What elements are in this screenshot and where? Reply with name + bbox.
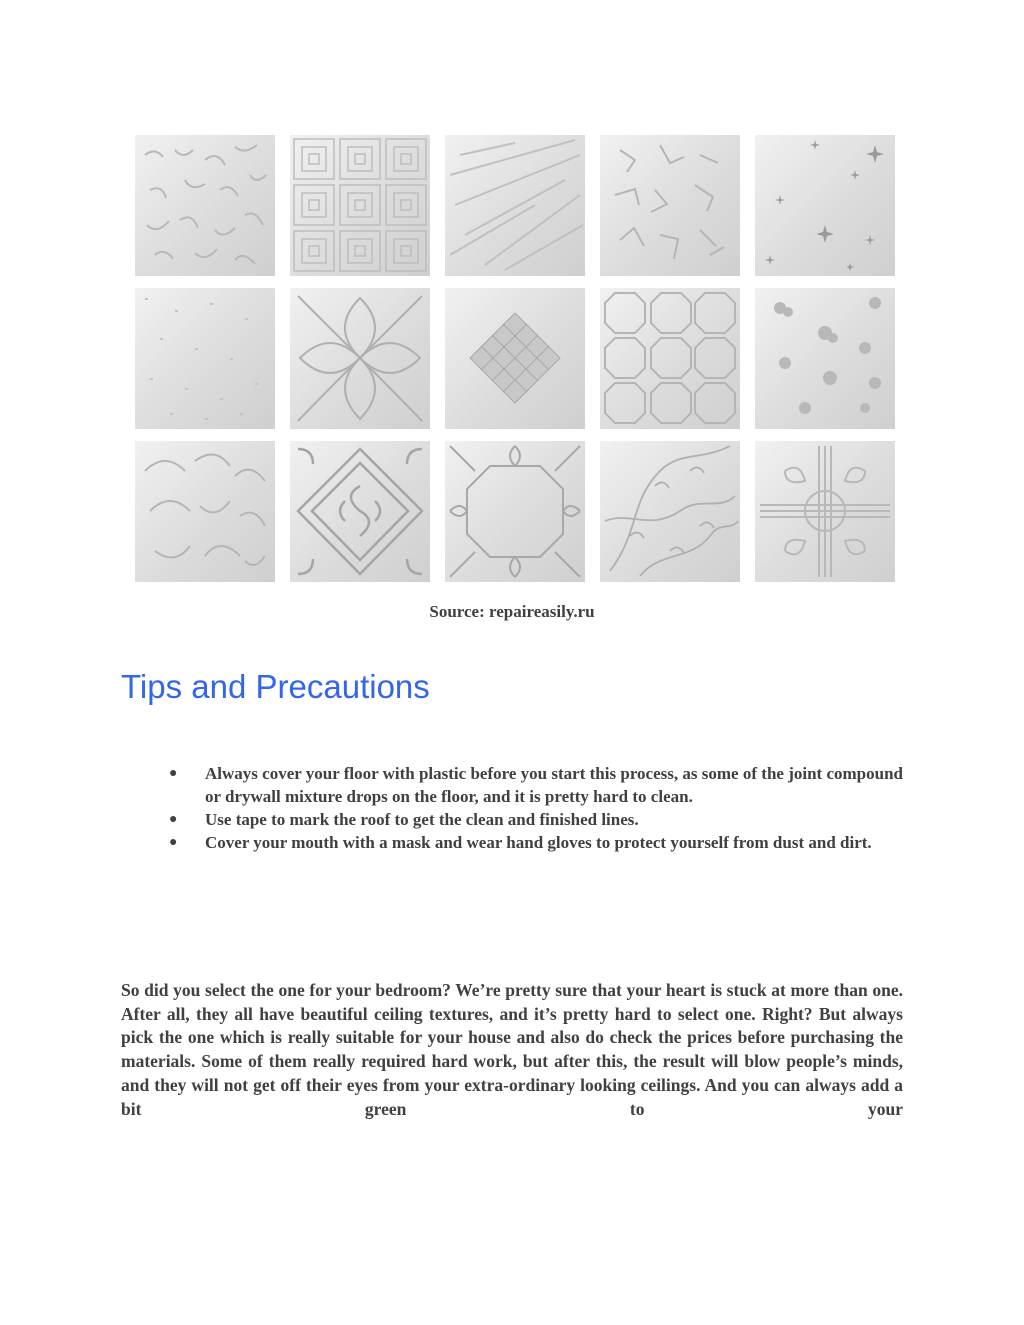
tip-item: [163, 762, 903, 808]
diagonal-streaks-tile: [445, 135, 585, 276]
image-source-caption: Source: repaireasily.ru: [429, 602, 595, 621]
bullet-icon: ●: [169, 835, 178, 850]
four-petal-flower-tile: [290, 288, 430, 429]
tips-list: [163, 762, 903, 854]
scattered-stars-tile: [755, 135, 895, 276]
diamond-pyramid-tile: [445, 288, 585, 429]
baroque-octagon-tile: [445, 441, 585, 582]
closing-paragraph: So did you select the one for your bedroom? We’re pretty sure that your heart is stuck at more than one. After all, they all have beautiful ceiling textures, and it’s pretty hard to select one. Right? But always pick the one which is really suitable for your house and also do check the prices before purchasing the materials. Some of them really required hard work, but after this, the result will blow people’s minds, and they will not get off their eyes from your extra-ordinary looking ceilings. And you can always add a bit green to your: [121, 980, 903, 1119]
octagon-grid-tile: [600, 288, 740, 429]
tip-item: [163, 808, 903, 831]
concentric-squares-tile: [290, 135, 430, 276]
ornate-scroll-diamond-tile: [290, 441, 430, 582]
leaf-clusters-tile: [755, 288, 895, 429]
section-heading: Tips and Precautions: [121, 668, 430, 705]
tip-text: Use tape to mark the roof to get the clean and finished lines.: [205, 810, 639, 829]
vine-pattern-tile: [600, 441, 740, 582]
tip-text: Always cover your floor with plastic before you start this process, as some of the joint compound or drywall mixture drops on the floor, and it is pretty hard to clean.: [205, 764, 903, 806]
stucco-leaf-texture-tile: [135, 135, 275, 276]
angular-shards-tile: [600, 135, 740, 276]
bullet-icon: ●: [169, 766, 178, 781]
fine-grain-texture-tile: [135, 288, 275, 429]
tip-text: Cover your mouth with a mask and wear hand gloves to protect yourself from dust and dirt.: [205, 833, 872, 852]
bullet-icon: ●: [169, 812, 178, 827]
swirl-leaves-tile: [135, 441, 275, 582]
celtic-knot-tile: [755, 441, 895, 582]
ceiling-tile-gallery: [135, 135, 895, 582]
tip-item: [163, 831, 903, 854]
